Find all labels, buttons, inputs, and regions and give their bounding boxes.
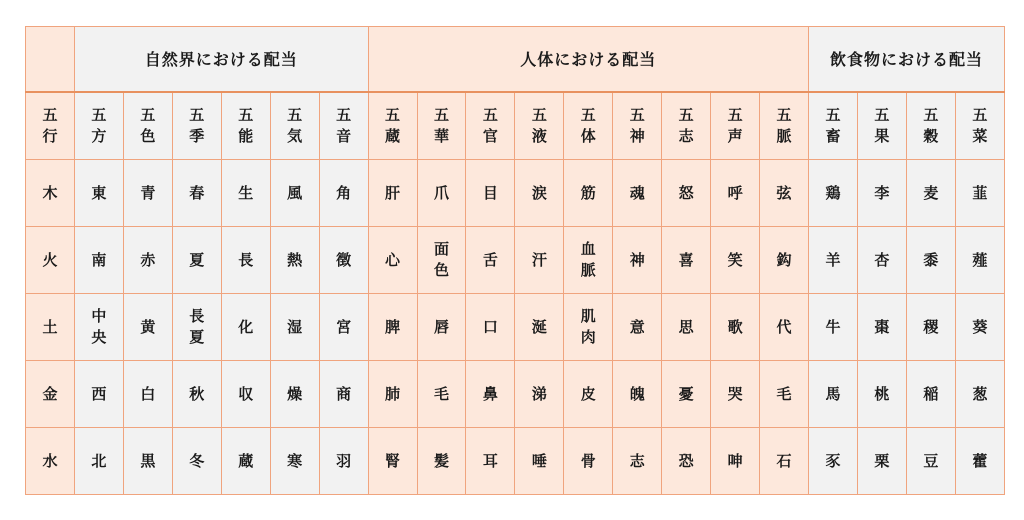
cell-text: 葵: [972, 317, 988, 336]
cell-text: 魂: [629, 183, 645, 202]
table-cell: [760, 227, 809, 294]
cell-text: 心: [385, 250, 401, 269]
cell-text: 冬: [189, 451, 205, 470]
cell-text: 夏: [189, 250, 205, 269]
column-header: [417, 92, 466, 160]
cell-text: 熱: [287, 250, 303, 269]
cell-text: 東: [91, 183, 107, 202]
table-cell: [906, 227, 955, 294]
column-header: [74, 92, 123, 160]
table-cell: [906, 160, 955, 227]
column-header: [809, 92, 858, 160]
column-header-label: 五脈: [776, 106, 792, 145]
table-cell: [74, 294, 123, 361]
cell-text: 涙: [531, 183, 547, 202]
cell-text: 羊: [825, 250, 841, 269]
cell-text: 麦: [923, 183, 939, 202]
cell-text: 憂: [678, 384, 694, 403]
table-cell: [172, 294, 221, 361]
cell-text: 寒: [287, 451, 303, 470]
table-cell: [564, 160, 613, 227]
column-header: [955, 92, 1004, 160]
table-cell: [417, 160, 466, 227]
group-header: 自然界における配当: [74, 27, 368, 93]
table-row: [26, 227, 1005, 294]
cell-text: 長夏: [189, 307, 205, 346]
column-header: [662, 92, 711, 160]
table-cell: [221, 294, 270, 361]
table-cell: [906, 294, 955, 361]
column-header-label: 五志: [678, 106, 694, 145]
cell-text: 志: [629, 451, 645, 470]
cell-text: 石: [776, 451, 792, 470]
cell-text: 筋: [580, 183, 596, 202]
cell-text: 収: [238, 384, 254, 403]
table-cell: [515, 160, 564, 227]
column-header-label: 五方: [91, 106, 107, 145]
column-header: [319, 92, 368, 160]
cell-text: 怒: [678, 183, 694, 202]
cell-text: 薤: [972, 250, 988, 269]
table-cell: [613, 160, 662, 227]
cell-text: 黒: [140, 451, 156, 470]
table-cell: [564, 428, 613, 495]
column-header: [711, 92, 760, 160]
table-cell: [221, 227, 270, 294]
group-header: 飲食物における配当: [809, 27, 1005, 93]
table-cell: [172, 227, 221, 294]
cell-text: 韮: [972, 183, 988, 202]
cell-text: 南: [91, 250, 107, 269]
table-cell: [515, 428, 564, 495]
table-cell: [74, 361, 123, 428]
table-cell: [172, 361, 221, 428]
table-cell: [809, 160, 858, 227]
cell-text: 歌: [727, 317, 743, 336]
table-cell: [515, 227, 564, 294]
cell-text: 土: [42, 317, 58, 336]
table-cell: [662, 227, 711, 294]
column-header-label: 五能: [238, 106, 254, 145]
cell-text: 哭: [727, 384, 743, 403]
table-cell: [74, 227, 123, 294]
column-header-label: 五果: [874, 106, 890, 145]
cell-text: 黍: [923, 250, 939, 269]
cell-text: 喜: [678, 250, 694, 269]
table-cell: [466, 227, 515, 294]
cell-text: 呼: [727, 183, 743, 202]
table-cell: [172, 428, 221, 495]
cell-text: 毛: [433, 384, 449, 403]
cell-text: 口: [482, 317, 498, 336]
column-header: [368, 92, 417, 160]
table-row: [26, 361, 1005, 428]
cell-text: 角: [336, 183, 352, 202]
table-cell: [711, 160, 760, 227]
element-cell: [26, 294, 75, 361]
cell-text: 思: [678, 317, 694, 336]
table-cell: [368, 227, 417, 294]
cell-text: 汗: [531, 250, 547, 269]
element-cell: [26, 428, 75, 495]
group-header-row: [26, 27, 1005, 93]
table-cell: [368, 294, 417, 361]
table-cell: [466, 361, 515, 428]
table-cell: [613, 227, 662, 294]
column-header: [564, 92, 613, 160]
cell-text: 意: [629, 317, 645, 336]
cell-text: 弦: [776, 183, 792, 202]
element-cell: [26, 160, 75, 227]
five-elements-table: [25, 26, 1005, 495]
cell-text: 羽: [336, 451, 352, 470]
table-cell: [613, 361, 662, 428]
column-header-label: 五行: [42, 106, 58, 145]
table-cell: [319, 361, 368, 428]
cell-text: 髪: [433, 451, 449, 470]
cell-text: 風: [287, 183, 303, 202]
table-cell: [760, 294, 809, 361]
cell-text: 耳: [482, 451, 498, 470]
table-cell: [955, 227, 1004, 294]
table-cell: [319, 428, 368, 495]
table-cell: [955, 361, 1004, 428]
table-cell: [760, 428, 809, 495]
table-cell: [319, 294, 368, 361]
cell-text: 栗: [874, 451, 890, 470]
column-header-label: 五音: [336, 106, 352, 145]
cell-text: 中央: [91, 307, 107, 346]
table-cell: [221, 160, 270, 227]
table-cell: [955, 428, 1004, 495]
cell-text: 豆: [923, 451, 939, 470]
table-cell: [74, 428, 123, 495]
cell-text: 涕: [531, 384, 547, 403]
column-header: [906, 92, 955, 160]
cell-text: 骨: [580, 451, 596, 470]
cell-text: 鈎: [776, 250, 792, 269]
column-header: [221, 92, 270, 160]
table-cell: [955, 160, 1004, 227]
column-header-label: 五声: [727, 106, 743, 145]
table-cell: [368, 361, 417, 428]
element-cell: [26, 227, 75, 294]
table-cell: [270, 428, 319, 495]
cell-text: 葱: [972, 384, 988, 403]
cell-text: 棗: [874, 317, 890, 336]
table-cell: [857, 227, 906, 294]
table-cell: [662, 160, 711, 227]
table-cell: [515, 361, 564, 428]
cell-text: 涎: [531, 317, 547, 336]
cell-text: 目: [482, 183, 498, 202]
table-cell: [123, 361, 172, 428]
table-cell: [711, 428, 760, 495]
cell-text: 唾: [531, 451, 547, 470]
column-header-label: 五季: [189, 106, 205, 145]
cell-text: 稷: [923, 317, 939, 336]
column-header-label: 五蔵: [385, 106, 401, 145]
table-cell: [123, 160, 172, 227]
cell-text: 面色: [433, 240, 449, 279]
cell-text: 西: [91, 384, 107, 403]
cell-text: 肌肉: [580, 307, 596, 346]
table-cell: [319, 227, 368, 294]
table-cell: [857, 428, 906, 495]
cell-text: 李: [874, 183, 890, 202]
table-cell: [466, 294, 515, 361]
column-header: [613, 92, 662, 160]
table-cell: [270, 160, 319, 227]
table-cell: [613, 294, 662, 361]
cell-text: 商: [336, 384, 352, 403]
cell-text: 木: [42, 183, 58, 202]
column-header: [760, 92, 809, 160]
column-header: [123, 92, 172, 160]
cell-text: 化: [238, 317, 254, 336]
cell-text: 笑: [727, 250, 743, 269]
table-cell: [906, 361, 955, 428]
table-cell: [221, 361, 270, 428]
cell-text: 皮: [580, 384, 596, 403]
column-header-label: 五気: [287, 106, 303, 145]
cell-text: 桃: [874, 384, 890, 403]
cell-text: 長: [238, 250, 254, 269]
column-header: [172, 92, 221, 160]
table-cell: [368, 428, 417, 495]
column-header-label: 五華: [433, 106, 449, 145]
cell-text: 恐: [678, 451, 694, 470]
cell-text: 燥: [287, 384, 303, 403]
cell-text: 湿: [287, 317, 303, 336]
cell-text: 代: [776, 317, 792, 336]
table-cell: [417, 428, 466, 495]
table-body: [26, 160, 1005, 495]
cell-text: 呻: [727, 451, 743, 470]
cell-text: 血脈: [580, 240, 596, 279]
cell-text: 青: [140, 183, 156, 202]
cell-text: 杏: [874, 250, 890, 269]
table-cell: [857, 294, 906, 361]
cell-text: 宮: [336, 317, 352, 336]
table-row: [26, 160, 1005, 227]
column-header: [466, 92, 515, 160]
table-cell: [74, 160, 123, 227]
cell-text: 徴: [336, 250, 352, 269]
cell-text: 爪: [433, 183, 449, 202]
table-cell: [955, 294, 1004, 361]
table-cell: [515, 294, 564, 361]
element-cell: [26, 361, 75, 428]
cell-text: 北: [91, 451, 107, 470]
table-cell: [221, 428, 270, 495]
cell-text: 秋: [189, 384, 205, 403]
cell-text: 火: [42, 250, 58, 269]
table-cell: [564, 294, 613, 361]
table-cell: [857, 361, 906, 428]
column-header: [857, 92, 906, 160]
cell-text: 豕: [825, 451, 841, 470]
table-cell: [123, 294, 172, 361]
column-header-label: 五液: [531, 106, 547, 145]
table-cell: [270, 294, 319, 361]
column-header: [270, 92, 319, 160]
column-header-label: 五官: [482, 106, 498, 145]
cell-text: 金: [42, 384, 58, 403]
table-cell: [857, 160, 906, 227]
table-cell: [564, 361, 613, 428]
cell-text: 春: [189, 183, 205, 202]
table-cell: [564, 227, 613, 294]
table-cell: [711, 294, 760, 361]
table-cell: [466, 160, 515, 227]
table-cell: [760, 160, 809, 227]
cell-text: 肝: [385, 183, 401, 202]
column-header-label: 五穀: [923, 106, 939, 145]
cell-text: 馬: [825, 384, 841, 403]
table-cell: [466, 428, 515, 495]
table-cell: [809, 294, 858, 361]
table-cell: [662, 428, 711, 495]
cell-text: 腎: [385, 451, 401, 470]
cell-text: 赤: [140, 250, 156, 269]
cell-text: 牛: [825, 317, 841, 336]
cell-text: 生: [238, 183, 254, 202]
column-header-row: [26, 92, 1005, 160]
group-header: 人体における配当: [368, 27, 808, 93]
column-header: [515, 92, 564, 160]
table-cell: [906, 428, 955, 495]
column-header: [26, 92, 75, 160]
table-cell: [270, 227, 319, 294]
table-cell: [417, 294, 466, 361]
table-cell: [417, 227, 466, 294]
table-cell: [809, 428, 858, 495]
table-cell: [368, 160, 417, 227]
cell-text: 稲: [923, 384, 939, 403]
cell-text: 唇: [433, 317, 449, 336]
cell-text: 黄: [140, 317, 156, 336]
cell-text: 鼻: [482, 384, 498, 403]
column-header-label: 五畜: [825, 106, 841, 145]
table-cell: [319, 160, 368, 227]
table-cell: [123, 227, 172, 294]
table-cell: [123, 428, 172, 495]
table-cell: [417, 361, 466, 428]
table-cell: [760, 361, 809, 428]
cell-text: 毛: [776, 384, 792, 403]
table-cell: [613, 428, 662, 495]
table-cell: [809, 361, 858, 428]
table-cell: [662, 294, 711, 361]
table-row: [26, 428, 1005, 495]
cell-text: 白: [140, 384, 156, 403]
column-header-label: 五神: [629, 106, 645, 145]
column-header-label: 五色: [140, 106, 156, 145]
cell-text: 鶏: [825, 183, 841, 202]
cell-text: 藿: [972, 451, 988, 470]
cell-text: 魄: [629, 384, 645, 403]
table-cell: [711, 227, 760, 294]
table-cell: [172, 160, 221, 227]
cell-text: 脾: [385, 317, 401, 336]
table-cell: [662, 361, 711, 428]
cell-text: 肺: [385, 384, 401, 403]
cell-text: 舌: [482, 250, 498, 269]
group-header: [26, 27, 75, 93]
cell-text: 神: [629, 250, 645, 269]
table-cell: [270, 361, 319, 428]
table-cell: [711, 361, 760, 428]
column-header-label: 五体: [580, 106, 596, 145]
table-cell: [809, 227, 858, 294]
cell-text: 蔵: [238, 451, 254, 470]
table-row: [26, 294, 1005, 361]
column-header-label: 五菜: [972, 106, 988, 145]
cell-text: 水: [42, 451, 58, 470]
